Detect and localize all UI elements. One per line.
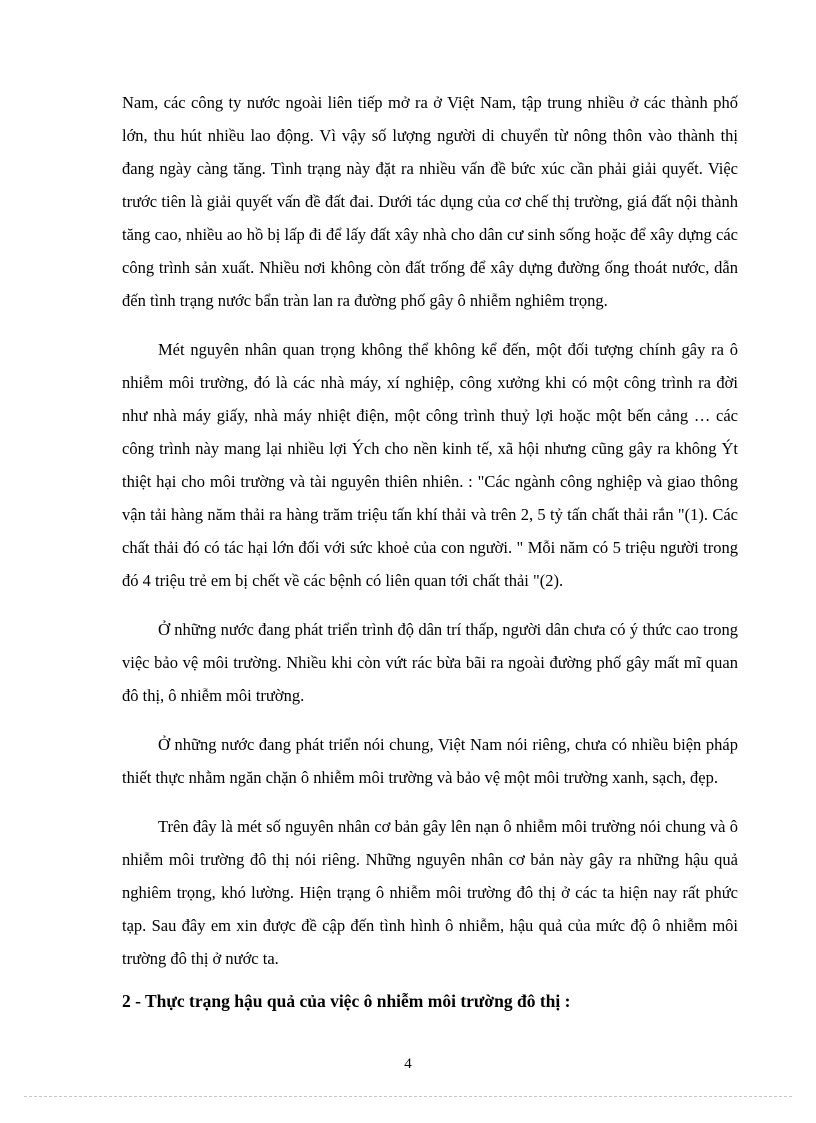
paragraph-4: Ở những nước đang phát triển nói chung, Việt Nam nói riêng, chưa có nhiều biện pháp thiết thực nhằm ngăn chặn ô nhiễm môi trường và bảo vệ một môi trường xanh, sạch, đẹp. xyxy=(122,735,738,787)
paragraph-3: Ở những nước đang phát triển trình độ dân trí thấp, người dân chưa có ý thức cao trong việc bảo vệ môi trường. Nhiều khi còn vứt rác bừa bãi ra ngoài đường phố gây mất mĩ quan đô thị, ô nhiễm môi trường. xyxy=(122,620,738,705)
page-content xyxy=(122,86,738,1018)
page-bottom-divider xyxy=(24,1096,792,1097)
paragraph-1: Nam, các công ty nước ngoài liên tiếp mở ra ở Việt Nam, tập trung nhiều ở các thành phố lớn, thu hút nhiều lao động. Vì vậy số lượng người di chuyển từ nông thôn vào thành thị đang ngày càng tăng. Tình trạng này đặt ra nhiều vấn đề bức xúc cần phải giải quyết. Việc trước tiên là giải quyết vấn đề đất đai. Dưới tác dụng của cơ chế thị trường, giá đất nội thành tăng cao, nhiều ao hồ bị lấp đi để lấy đất xây nhà cho dân cư sinh sống hoặc để xây dựng các công trình sản xuất. Nhiều nơi không còn đất trống để xây dựng đường ống thoát nước, dẫn đến tình trạng nước bẩn tràn lan ra đường phố gây ô nhiễm nghiêm trọng. xyxy=(122,93,738,310)
section-heading: 2 - Thực trạng hậu quả của việc ô nhiễm môi trường đô thị : xyxy=(122,991,571,1011)
paragraph-2: Mét nguyên nhân quan trọng không thể không kể đến, một đối tượng chính gây ra ô nhiễm môi trường, đó là các nhà máy, xí nghiệp, công xưởng khi có một công trình ra đời như nhà máy giấy, nhà máy nhiệt điện, một công trình thuỷ lợi hoặc một bến cảng … các công trình này mang lại nhiều lợi Ých cho nền kinh tế, xã hội nhưng cũng gây ra không Ýt thiệt hại cho môi trường và tài nguyên thiên nhiên. : "Các ngành công nghiệp và giao thông vận tải hàng năm thải ra hàng trăm triệu tấn khí thải và trên 2, 5 tỷ tấn chất thải rắn "(1). Các chất thải đó có tác hại lớn đối với sức khoẻ của con người. " Mỗi năm có 5 triệu người trong đó 4 triệu trẻ em bị chết về các bệnh có liên quan tới chất thải "(2). xyxy=(122,340,738,590)
paragraph-5: Trên đây là mét số nguyên nhân cơ bản gây lên nạn ô nhiễm môi trường nói chung và ô nhiễm môi trường đô thị nói riêng. Những nguyên nhân cơ bản này gây ra những hậu quả nghiêm trọng, khó lường. Hiện trạng ô nhiễm môi trường đô thị ở các ta hiện nay rất phức tạp. Sau đây em xin được đề cập đến tình hình ô nhiễm, hậu quả của mức độ ô nhiễm môi trường đô thị ở nước ta. xyxy=(122,817,738,968)
page-number: 4 xyxy=(404,1056,412,1072)
